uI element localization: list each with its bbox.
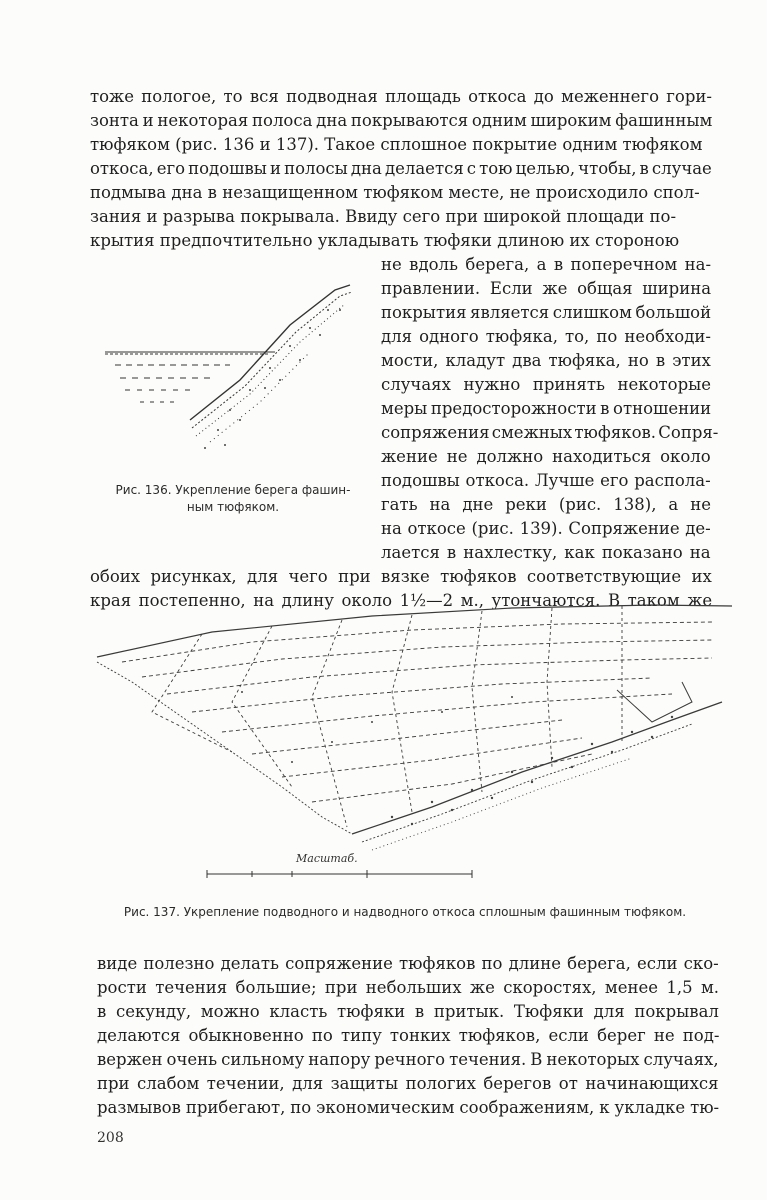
text-line: рости течения большие; при небольших же скоростях, менее 1,5 м. <box>97 978 720 997</box>
text-line: при слабом течении, для защиты пологих берегов от начинающихся <box>97 1074 719 1093</box>
text-line: края постепенно, на длину около 1½—2 м., утончаются. В таком же <box>90 591 713 610</box>
page-number: 208 <box>97 1130 124 1146</box>
text-line: откоса, его подошвы и полосы дна делается с тою целью, чтобы, в случае <box>90 159 712 178</box>
text-line: зонта и некоторая полоса дна покрываются одним широким фашинным <box>90 111 713 130</box>
text-line: на откосе (рис. 139). Сопряжение де- <box>381 519 711 538</box>
text-line: подошвы откоса. Лучше его распола- <box>381 471 711 490</box>
text-line: случаях нужно принять некоторые <box>381 375 712 394</box>
text-line: правлении. Если же общая ширина <box>381 279 712 298</box>
caption-line: ным тюфяком. <box>186 500 280 514</box>
text-line: мости, кладут два тюфяка, но в этих <box>381 351 711 370</box>
text-line: виде полезно делать сопряжение тюфяков по длине берега, если ско- <box>97 954 719 973</box>
figure-136-bank-mattress <box>100 270 360 470</box>
text-line: делаются обыкновенно по типу тонких тюфяков, если берег не под- <box>97 1026 720 1045</box>
text-line: покрытия является слишком большой <box>381 303 712 322</box>
text-line: не вдоль берега, а в поперечном на- <box>381 255 712 274</box>
text-line: жение не должно находиться около <box>381 447 711 466</box>
figure-136-caption <box>88 482 378 516</box>
caption-line: Рис. 136. Укрепление берега фашин- <box>115 483 351 497</box>
text-line: сопряжения смежных тюфяков. Сопря- <box>381 423 719 442</box>
text-line: тоже пологое, то вся подводная площадь откоса до меженнего гори- <box>90 87 712 106</box>
figure-137-caption: Рис. 137. Укрепление подводного и надводного откоса сплошным фашинным тюфяком. <box>123 905 687 919</box>
scale-bar <box>207 870 472 878</box>
text-line: тюфяком (рис. 136 и 137). Такое сплошное покрытие одним тюфяком <box>90 135 703 154</box>
text-line: лается в нахлестку, как показано на <box>381 543 711 562</box>
text-line: вержен очень сильному напору речного течения. В некоторых случаях, <box>97 1050 719 1069</box>
text-line: подмыва дна в незащищенном тюфяком месте, не происходило спол- <box>90 183 700 202</box>
text-line: гать на дне реки (рис. 138), а не <box>381 495 711 514</box>
figure-137-slope-mattress <box>92 602 752 892</box>
text-line: меры предосторожности в отношении <box>381 399 712 418</box>
text-line: для одного тюфяка, то, по необходи- <box>381 327 711 346</box>
text-line: зания и разрыва покрывала. Ввиду сего при широкой площади по- <box>90 207 677 226</box>
text-line: крытия предпочтительно укладывать тюфяки длиною их стороною <box>90 231 680 250</box>
text-line: размывов прибегают, по экономическим соображениям, к укладке тю- <box>97 1098 720 1117</box>
text-line: обоих рисунках, для чего при вязке тюфяков соответствующие их <box>90 567 712 586</box>
figure-137-scale-label: Масштаб. <box>296 852 358 865</box>
text-line: в секунду, можно класть тюфяки в притык. Тюфяки для покрывал <box>97 1002 719 1021</box>
